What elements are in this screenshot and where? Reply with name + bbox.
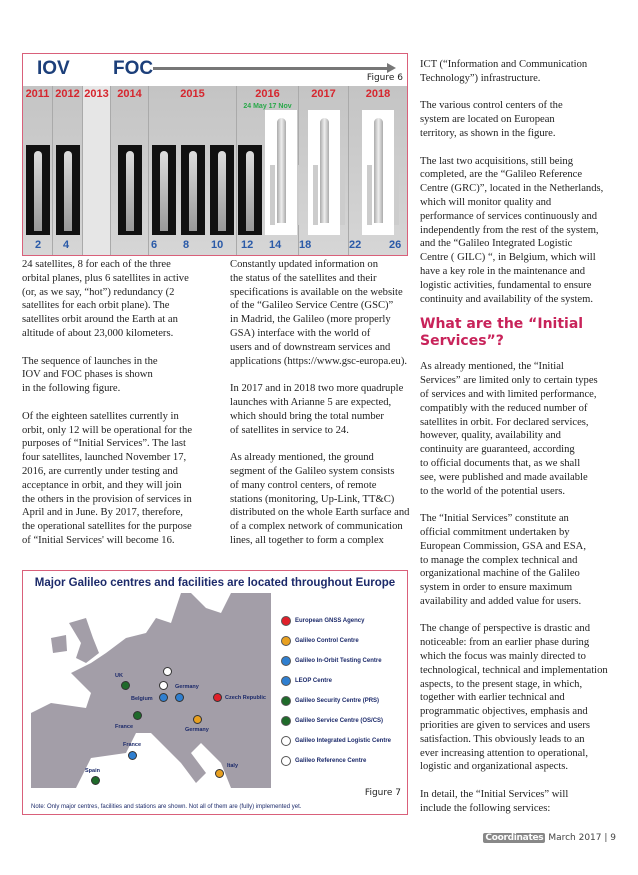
year-column [111, 86, 149, 255]
text-line: applications (https://www.gsc-europa.eu). [230, 355, 408, 367]
text-line: 2016, are currently under testing and [22, 465, 178, 477]
legend-label: Galileo Service Centre (OS/CS) [295, 718, 384, 724]
text-line: distributed on the whole Earth surface and [230, 507, 410, 519]
soyuz-rocket-icon [238, 145, 262, 235]
text-line: four satellites, launched November 17, [22, 452, 187, 464]
satellite-count: 4 [63, 239, 70, 251]
legend-marker-icon [281, 616, 291, 626]
text-line: noticeable: from an earlier phase during [420, 637, 590, 649]
text-line: ever increasing attention to operational, [420, 747, 588, 759]
year-label: 2017 [311, 88, 336, 100]
text-line: to manage the complex technical and [420, 554, 578, 566]
legend-label: Galileo Security Centre (PRS) [295, 698, 380, 704]
text-line: Of the eighteen satellites currently in [22, 410, 179, 422]
year-column [299, 86, 349, 255]
paragraph [420, 622, 620, 774]
paragraph [22, 410, 222, 548]
year-column [349, 86, 407, 255]
facility-marker-icon [159, 693, 168, 702]
legend-item [281, 631, 407, 651]
launch-dates: 24 May 17 Nov [243, 103, 292, 110]
year-column [23, 86, 53, 255]
text-line: satellites orbit around the Earth at an [22, 314, 178, 326]
issue-page: March 2017 | 9 [548, 833, 616, 843]
text-line: European Commission, GSA and ESA, [420, 540, 586, 552]
text-line: altitude of about 23,000 kilometers. [22, 327, 174, 339]
country-label: Czech Republic [225, 695, 266, 701]
year-label: 2018 [365, 88, 391, 100]
legend-item [281, 671, 407, 691]
text-line: IOV and FOC phases is shown [22, 369, 153, 381]
text-line: see, were published and made available [420, 471, 588, 483]
iov-label: IOV [37, 58, 70, 79]
coordinates-logo: Coordinates [485, 833, 544, 843]
text-line: In 2017 and in 2018 two more quadruple [230, 383, 404, 395]
text-line: the others in the provision of services in [22, 493, 192, 505]
text-line: in Madrid, the Galileo (more properly [230, 314, 391, 326]
year-column [149, 86, 237, 255]
text-line: orbital planes, plus 6 satellites in active [22, 272, 189, 284]
legend-label: Galileo Control Centre [295, 638, 359, 644]
text-line: lines, all together to form a complex [230, 534, 384, 546]
legend-item [281, 691, 407, 711]
facility-marker-icon [213, 693, 222, 702]
text-line: continuity and availability of the system. [420, 293, 593, 305]
facility-marker-icon [159, 681, 168, 690]
paragraph [22, 258, 222, 341]
paragraph [420, 512, 620, 609]
year-label: 2016 [255, 88, 280, 100]
text-line: to official documents that, as we shall [420, 457, 581, 469]
facility-marker-icon [193, 715, 202, 724]
text-line: in the following figure. [22, 383, 121, 395]
text-line: Services” are limited only to certain types [420, 375, 598, 387]
satellite-count: 2 [35, 239, 42, 251]
legend-label: Galileo In-Orbit Testing Centre [295, 658, 382, 664]
country-label: Germany [185, 727, 209, 733]
text-line: and the “Galileo Integrated Logistic [420, 238, 573, 250]
text-line: organizational machine of the Galileo [420, 568, 580, 580]
text-line: In detail, the “Initial Services” will [420, 789, 569, 801]
satellite-count: 12 [241, 239, 254, 251]
text-line: continuity are guaranteed, according [420, 444, 575, 456]
legend-marker-icon [281, 716, 291, 726]
text-line: which should bring the total number [230, 410, 384, 422]
text-line: of satellites in service to 24. [230, 424, 349, 436]
figure-7-galileo-map [22, 570, 408, 815]
year-label: 2012 [55, 88, 80, 100]
text-line: satellites for each orbit plane). The [22, 300, 170, 312]
legend-label: Galileo Reference Centre [295, 758, 367, 764]
text-line: logistic activities, fundamental to ensure [420, 279, 592, 291]
text-line: The “Initial Services” constitute an [420, 513, 569, 525]
legend-item [281, 651, 407, 671]
legend-label: European GNSS Agency [295, 618, 365, 624]
page-footer [483, 833, 616, 843]
legend-marker-icon [281, 696, 291, 706]
ariane-rocket-icon [308, 110, 340, 235]
text-line: the operational satellites for the purpose [22, 521, 192, 533]
figure-note: Note: Only major centres, facilities and stations are shown. Not all of them are (fully) implemented yet. [31, 804, 302, 810]
country-label: UK [115, 673, 123, 679]
legend-item [281, 611, 407, 631]
country-label: France [123, 742, 142, 748]
text-line: together with earlier technical and [420, 692, 565, 704]
legend-marker-icon [281, 676, 291, 686]
facility-marker-icon [163, 667, 172, 676]
text-line: of “Initial Services' will become 16. [22, 534, 175, 546]
text-line: ICT (“Information and Communication [420, 59, 588, 70]
figure-7-caption: Figure 7 [364, 788, 401, 798]
text-line: programmatic objectives, emphasis and [420, 706, 588, 718]
text-line: system are located on European [420, 114, 555, 126]
year-column [83, 86, 111, 255]
text-line: purposes of “Initial Services”. The last [22, 438, 186, 450]
legend-label: Galileo Integrated Logistic Centre [295, 738, 392, 744]
text-line: system in order to ensure maximum [420, 582, 573, 594]
soyuz-rocket-icon [210, 145, 234, 235]
legend-marker-icon [281, 736, 291, 746]
text-line: Constantly updated information on [230, 259, 378, 270]
ariane-rocket-icon [362, 110, 394, 235]
legend-item [281, 731, 407, 751]
text-line: of services and with limited performance, [420, 388, 597, 400]
legend-item [281, 751, 407, 771]
text-line: launches with Arianne 5 are expected, [230, 396, 392, 408]
text-line: of a complex network of communication [230, 521, 403, 533]
country-label: Italy [227, 763, 239, 769]
section-heading: What are the “Initial Services”? [420, 316, 584, 350]
text-line: the status of the satellites and their [230, 272, 377, 284]
legend-marker-icon [281, 756, 291, 766]
paragraph [420, 58, 620, 86]
facility-marker-icon [175, 693, 184, 702]
text-line: The change of perspective is drastic and [420, 623, 591, 635]
figure-6-launch-timeline [22, 53, 408, 256]
text-line: April and in June. By 2017, therefore, [22, 507, 183, 519]
legend-marker-icon [281, 656, 291, 666]
paragraph [420, 360, 620, 498]
year-column [53, 86, 83, 255]
text-line: completed, are the “Galileo Reference [420, 169, 583, 181]
paragraph [22, 355, 222, 396]
facility-marker-icon [128, 751, 137, 760]
text-line: specifications is available on the website [230, 286, 403, 298]
country-label: Germany [175, 684, 199, 690]
year-label: 2015 [180, 88, 205, 100]
text-line: of the “Galileo Service Centre (GSC)” [230, 300, 394, 312]
text-line: territory, as shown in the figure. [420, 127, 556, 139]
text-line: users and of downstream services and [230, 341, 391, 353]
satellite-count: 10 [211, 239, 224, 251]
satellite-count: 6 [151, 239, 158, 251]
soyuz-rocket-icon [118, 145, 142, 235]
column-3 [420, 58, 620, 816]
paragraph [230, 382, 410, 437]
year-column [237, 86, 299, 255]
text-line: priorities are given to services and users [420, 720, 591, 732]
text-line: 24 satellites, 8 for each of the three [22, 259, 171, 270]
paragraph [420, 99, 620, 140]
text-line: orbit, only 12 will be operational for the [22, 424, 193, 436]
text-line: aspects, to the present stage, in which, [420, 678, 583, 690]
soyuz-rocket-icon [26, 145, 50, 235]
legend-item [281, 711, 407, 731]
text-line: include the following services: [420, 802, 551, 814]
text-line: compatibly with the reduced number of [420, 402, 588, 414]
facility-marker-icon [215, 769, 224, 778]
text-line: The last two acquisitions, still being [420, 155, 574, 167]
facility-marker-icon [133, 711, 142, 720]
figure-6-caption: Figure 6 [366, 73, 403, 83]
map-legend [281, 611, 407, 771]
year-label: 2013 [84, 88, 109, 100]
text-line: have a key role in the maintenance and [420, 265, 586, 277]
text-line: however, quality, availability and [420, 430, 561, 442]
country-label: France [115, 724, 134, 730]
text-line: The various control centers of the [420, 100, 563, 112]
text-line: As already mentioned, the “Initial [420, 361, 564, 373]
figure-7-title: Major Galileo centres and facilities are located throughout Europe [34, 577, 396, 589]
text-line: which will monitor quality and [420, 196, 552, 208]
text-line: technological, technical and implementation [420, 664, 608, 676]
text-line: satisfaction. This obviously leads to an [420, 733, 585, 745]
text-line: official commitment undertaken by [420, 526, 570, 538]
ariane-rocket-icon [265, 110, 297, 235]
year-label: 2011 [25, 88, 50, 100]
satellite-count: 22 [349, 239, 362, 251]
country-label: Belgium [131, 696, 153, 702]
soyuz-rocket-icon [56, 145, 80, 235]
satellite-count: 8 [183, 239, 190, 251]
text-line: logistic and organizational aspects. [420, 761, 569, 773]
text-line: which the focus was mainly directed to [420, 651, 586, 663]
foc-label: FOC [113, 58, 154, 79]
text-line: performance of services continuously and [420, 210, 598, 222]
soyuz-rocket-icon [181, 145, 205, 235]
satellite-count: 18 [299, 239, 312, 251]
legend-marker-icon [281, 636, 291, 646]
paragraph [230, 451, 410, 548]
satellite-count: 14 [269, 239, 282, 251]
arrow-right-icon [153, 67, 388, 70]
year-label: 2014 [117, 88, 142, 100]
soyuz-rocket-icon [152, 145, 176, 235]
column-1 [22, 258, 222, 548]
text-line: Centre (GRC)”, located in the Netherlands, [420, 183, 604, 195]
paragraph [420, 155, 620, 307]
paragraph [420, 788, 620, 816]
text-line: segment of the Galileo system consists [230, 465, 395, 477]
paragraph [230, 258, 410, 368]
text-line: satellites in orbit. For declared services, [420, 416, 589, 428]
europe-map [31, 593, 271, 788]
text-line: independently from the rest of the system, [420, 224, 599, 236]
text-line: stations (monitoring, Up-Link, TT&C) [230, 493, 395, 505]
column-2 [230, 258, 410, 548]
text-line: Centre ( GILC) “, in Belgium, which will [420, 252, 596, 264]
text-line: The sequence of launches in the [22, 355, 158, 367]
text-line: As already mentioned, the ground [230, 452, 374, 464]
facility-marker-icon [121, 681, 130, 690]
satellite-count: 26 [389, 239, 402, 251]
text-line: of many control centers, of remote [230, 479, 377, 491]
country-label: Spain [85, 768, 100, 774]
satellite-counts [23, 239, 407, 253]
text-line: (or, as we say, “hot”) redundancy (2 [22, 286, 175, 298]
facility-marker-icon [91, 776, 100, 785]
text-line: Technology”) infrastructure. [420, 72, 541, 84]
text-line: to the world of the potential users. [420, 485, 566, 497]
legend-label: LEOP Centre [295, 678, 332, 684]
text-line: GSA) interface with the world of [230, 327, 371, 339]
text-line: acceptance in orbit, and they will join [22, 479, 182, 491]
text-line: availability and added value for users. [420, 595, 582, 607]
